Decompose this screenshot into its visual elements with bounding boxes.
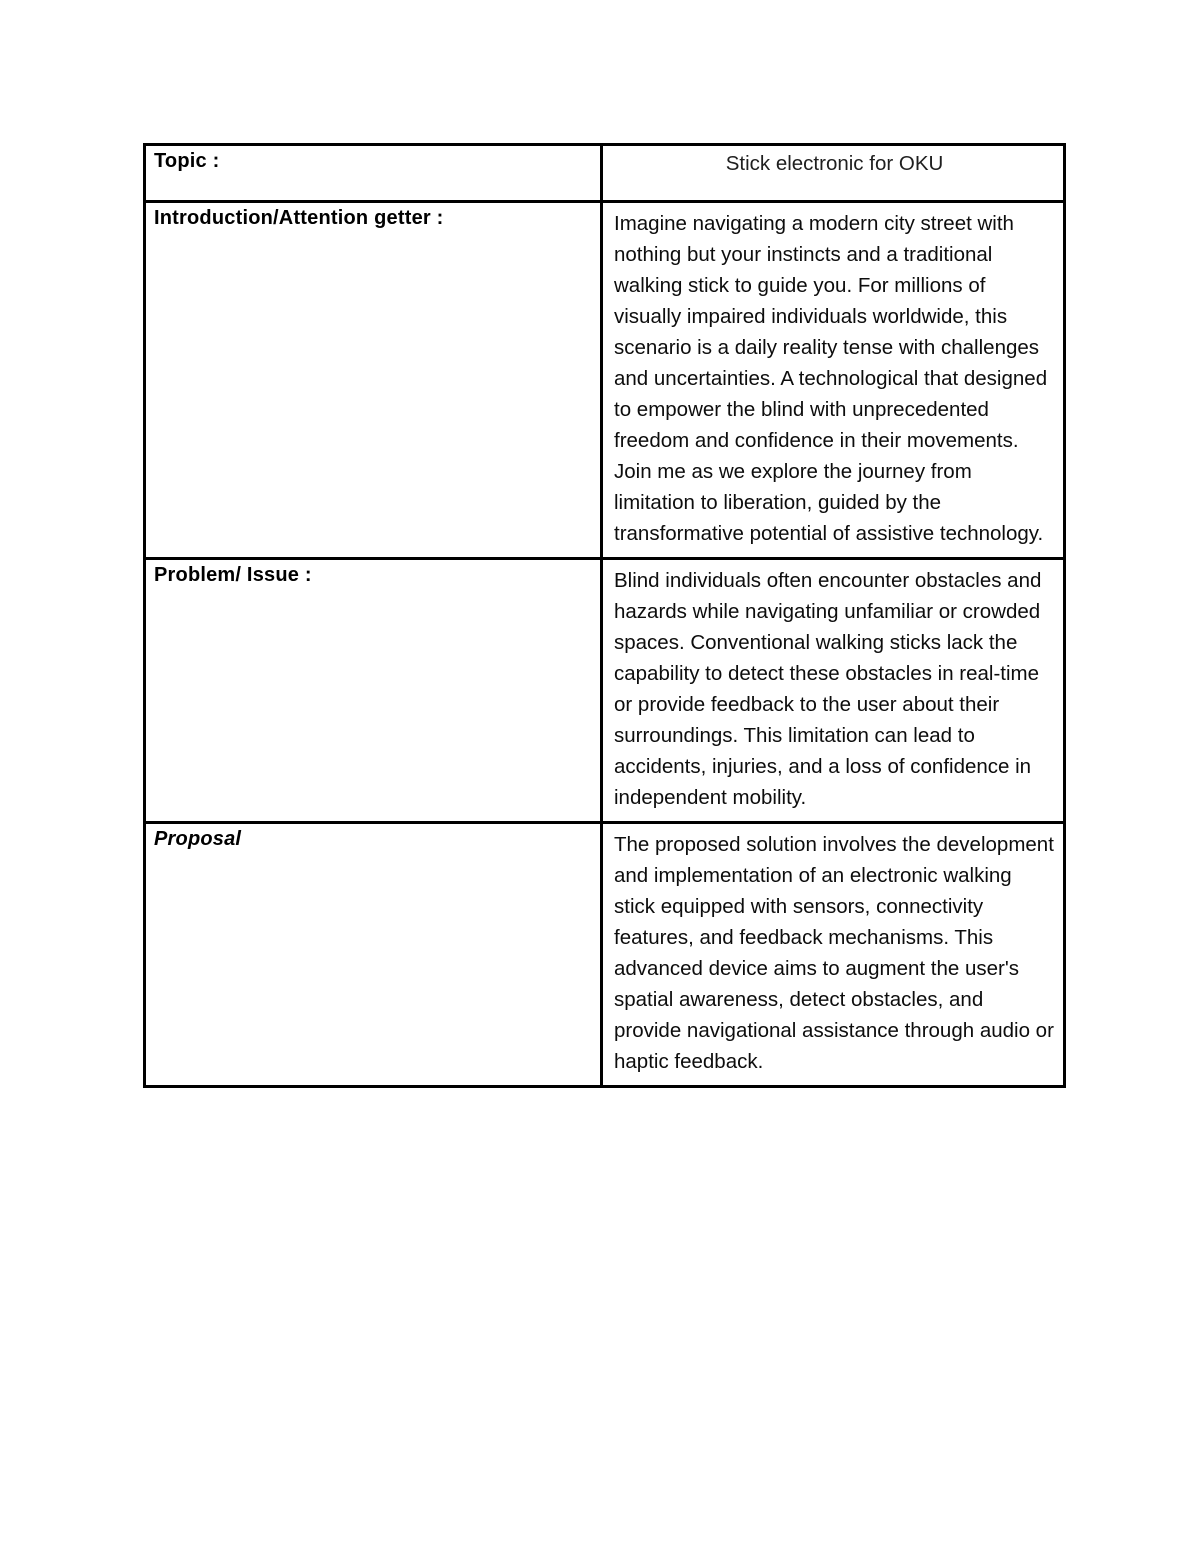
table-row-introduction: [145, 202, 1065, 559]
table-row-proposal: [145, 823, 1065, 1087]
problem-issue-label: Problem/ Issue :: [145, 559, 602, 823]
topic-label: Topic :: [145, 145, 602, 202]
introduction-label: Introduction/Attention getter :: [145, 202, 602, 559]
proposal-text: The proposed solution involves the development and implementation of an electronic walking stick equipped with sensors, connectivity features, and feedback mechanisms. This advanced device aims to augment the user's spatial awareness, detect obstacles, and provide navigational assistance through audio or haptic feedback.: [602, 823, 1065, 1087]
topic-value: Stick electronic for OKU: [602, 145, 1065, 202]
problem-issue-text: Blind individuals often encounter obstacles and hazards while navigating unfamiliar or crowded spaces. Conventional walking sticks lack the capability to detect these obstacles in real-time or provide feedback to the user about their surroundings. This limitation can lead to accidents, injuries, and a loss of confidence in independent mobility.: [602, 559, 1065, 823]
proposal-outline-table: [143, 143, 1066, 1088]
table-row-topic: [145, 145, 1065, 202]
proposal-label: Proposal: [145, 823, 602, 1087]
table-row-problem-issue: [145, 559, 1065, 823]
introduction-text: Imagine navigating a modern city street with nothing but your instincts and a traditional walking stick to guide you. For millions of visually impaired individuals worldwide, this scenario is a daily reality tense with challenges and uncertainties. A technological that designed to empower the blind with unprecedented freedom and confidence in their movements. Join me as we explore the journey from limitation to liberation, guided by the transformative potential of assistive technology.: [602, 202, 1065, 559]
